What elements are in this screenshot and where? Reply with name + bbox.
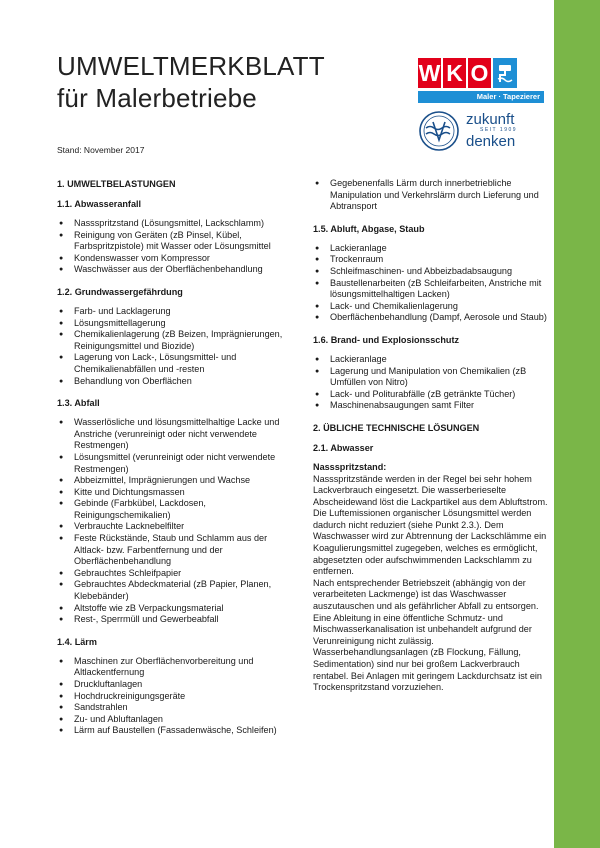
list-item: ● Lösungsmittel (verunreinigt oder nicht verwendete Restmengen) <box>57 452 295 475</box>
nassspritzstand-text-2: Nach entsprechender Betriebszeit (abhängig von der verarbeiteten Lackmenge) ist das Waschwasser auszutauschen und als gefährlicher Abfall zu entsorgen. Eine Ableitung in eine öffentliche Schmutz- und Mischwasserkanalisation ist unbehandelt aufgrund der Verunreinigung nicht zulässig. Wasserbehandlungsanlagen (zB Flockung, Fällung, Sedimentation) sind nur bei großem Lackverbrauch rentabel. Bei Anlagen mit geringem Lackdurchsatz ist ein Trockenspritzstand vorzuziehen. <box>313 577 542 693</box>
list-item: ● Baustellenarbeiten (zB Schleifarbeiten, Anstriche mit lösungsmittelhaltigen Lacken) <box>313 278 551 301</box>
section-1-6-list <box>313 354 551 412</box>
list-item: ● Feste Rückstände, Staub und Schlamm aus der Altlack- bzw. Farbentfernung und der Oberflächenbehandlung <box>57 533 295 568</box>
left-column <box>57 178 295 747</box>
section-1-1-list <box>57 218 295 276</box>
wko-letter-k: K <box>443 58 466 88</box>
section-1-5-list <box>313 243 551 324</box>
list-item: ● Gebrauchtes Abdeckmaterial (zB Papier, Planen, Klebebänder) <box>57 579 295 602</box>
list-item: ● Abbeizmittel, Imprägnierungen und Wachse <box>57 475 295 487</box>
wko-letter-o: O <box>468 58 491 88</box>
list-item: ● Gebrauchtes Schleifpapier <box>57 568 295 580</box>
list-item: ● Chemikalienlagerung (zB Beizen, Imprägnierungen, Reinigungsmittel und Biozide) <box>57 329 295 352</box>
list-item: ● Oberflächenbehandlung (Dampf, Aerosole und Staub) <box>313 312 551 324</box>
list-item: ● Farb- und Lacklagerung <box>57 306 295 318</box>
section-1-4-heading: 1.4. Lärm <box>57 636 97 647</box>
wko-logo <box>418 58 544 104</box>
nassspritzstand-subheading: Nassspritzstand: <box>313 461 387 472</box>
list-item: ● Altstoffe wie zB Verpackungsmaterial <box>57 603 295 615</box>
section-2-1-heading: 2.1. Abwasser <box>313 442 374 453</box>
section-1-1-heading: 1.1. Abwasseranfall <box>57 199 142 209</box>
accent-side-bar <box>554 0 600 848</box>
list-item: ● Maschinenabsaugungen samt Filter <box>313 400 551 412</box>
zukunft-text: zukunft <box>466 111 515 128</box>
list-item: ● Sandstrahlen <box>57 702 295 714</box>
list-item: ● Druckluftanlagen <box>57 679 295 691</box>
list-item: ● Gegebenenfalls Lärm durch innerbetriebliche Manipulation und Verkehrslärm durch Lieferung und Abtransport <box>313 178 551 213</box>
section-1-4-list <box>57 656 295 737</box>
section-1-5-heading: 1.5. Abluft, Abgase, Staub <box>313 223 425 234</box>
stand-date: Stand: November 2017 <box>57 145 145 155</box>
page-title <box>57 50 325 114</box>
section-1-6-heading: 1.6. Brand- und Explosionsschutz <box>313 334 460 345</box>
list-item: ● Wasserlösliche und lösungsmittelhaltige Lacke und Anstriche (verunreinigt oder nicht verwendete Restmengen) <box>57 417 295 452</box>
list-item: ● Schleifmaschinen- und Abbeizbadabsaugung <box>313 266 551 278</box>
list-item: ● Verbrauchte Lacknebelfilter <box>57 521 295 533</box>
section-2-1-body <box>313 462 551 694</box>
list-item: ● Lackieranlage <box>313 354 551 366</box>
list-item: ● Reinigung von Geräten (zB Pinsel, Kübel, Farbspritzpistole) mit Wasser oder Lösungsmittel <box>57 230 295 253</box>
wko-subtitle: Maler · Tapezierer <box>418 91 544 103</box>
denken-text: denken <box>466 133 516 150</box>
title-line-2: für Malerbetriebe <box>57 83 257 113</box>
section-2-heading: 2. ÜBLICHE TECHNISCHE LÖSUNGEN <box>313 422 480 433</box>
title-line-1: UMWELTMERKBLATT <box>57 51 325 81</box>
list-item: ● Maschinen zur Oberflächenvorbereitung und Altlackentfernung <box>57 656 295 679</box>
list-item: ● Lack- und Politurabfälle (zB getränkte Tücher) <box>313 389 551 401</box>
list-item: ● Kitte und Dichtungsmassen <box>57 487 295 499</box>
paint-roller-icon <box>493 58 517 88</box>
list-item: ● Trockenraum <box>313 254 551 266</box>
list-item: ● Waschwässer aus der Oberflächenbehandlung <box>57 264 295 276</box>
section-1-4-list-continued <box>313 178 551 213</box>
wko-letter-w: W <box>418 60 441 86</box>
right-column <box>313 178 551 694</box>
list-item: ● Kondenswasser vom Kompressor <box>57 253 295 265</box>
zukunft-seal-icon <box>418 110 460 152</box>
list-item: ● Lärm auf Baustellen (Fassadenwäsche, Schleifen) <box>57 725 295 737</box>
list-item: ● Hochdruckreinigungsgeräte <box>57 691 295 703</box>
section-1-2-heading: 1.2. Grundwassergefährdung <box>57 286 183 297</box>
section-1-3-heading: 1.3. Abfall <box>57 398 100 409</box>
section-1-3-list <box>57 417 295 626</box>
list-item: ● Lagerung und Manipulation von Chemikalien (zB Umfüllen von Nitro) <box>313 366 551 389</box>
list-item: ● Lagerung von Lack-, Lösungsmittel- und Chemikalienabfällen und -resten <box>57 352 295 375</box>
list-item: ● Nassspritzstand (Lösungsmittel, Lackschlamm) <box>57 218 295 230</box>
zukunft-seit-text: SEIT 1909 <box>480 127 518 133</box>
list-item: ● Lackieranlage <box>313 243 551 255</box>
section-1-2-list <box>57 306 295 387</box>
list-item: ● Rest-, Sperrmüll und Gewerbeabfall <box>57 614 295 626</box>
list-item: ● Behandlung von Oberflächen <box>57 376 295 388</box>
zukunft-denken-logo <box>466 112 546 149</box>
list-item: ● Lack- und Chemikalienlagerung <box>313 301 551 313</box>
nassspritzstand-text: Nassspritzstände werden in der Regel bei sehr hohem Lackverbrauch eingesetzt. Die wasserberieselte Abscheidewand löst die Lackpartikel aus dem Abluftstrom. Die Luftemissionen organischer Lösungsmittel werden dadurch nicht reduziert (siehe Punkt 2.3.). Dem Waschwasser wird zur Abtrennung der Lackschlämme ein Koagulierungsmittel zugegeben, welches es ermöglicht, abgesetzten oder aufschwimmenden Lackschlamm zu entfernen. <box>313 473 548 577</box>
list-item: ● Gebinde (Farbkübel, Lackdosen, Reinigungschemikalien) <box>57 498 295 521</box>
section-1-heading: 1. UMWELTBELASTUNGEN <box>57 179 176 189</box>
list-item: ● Lösungsmittellagerung <box>57 318 295 330</box>
list-item: ● Zu- und Abluftanlagen <box>57 714 295 726</box>
